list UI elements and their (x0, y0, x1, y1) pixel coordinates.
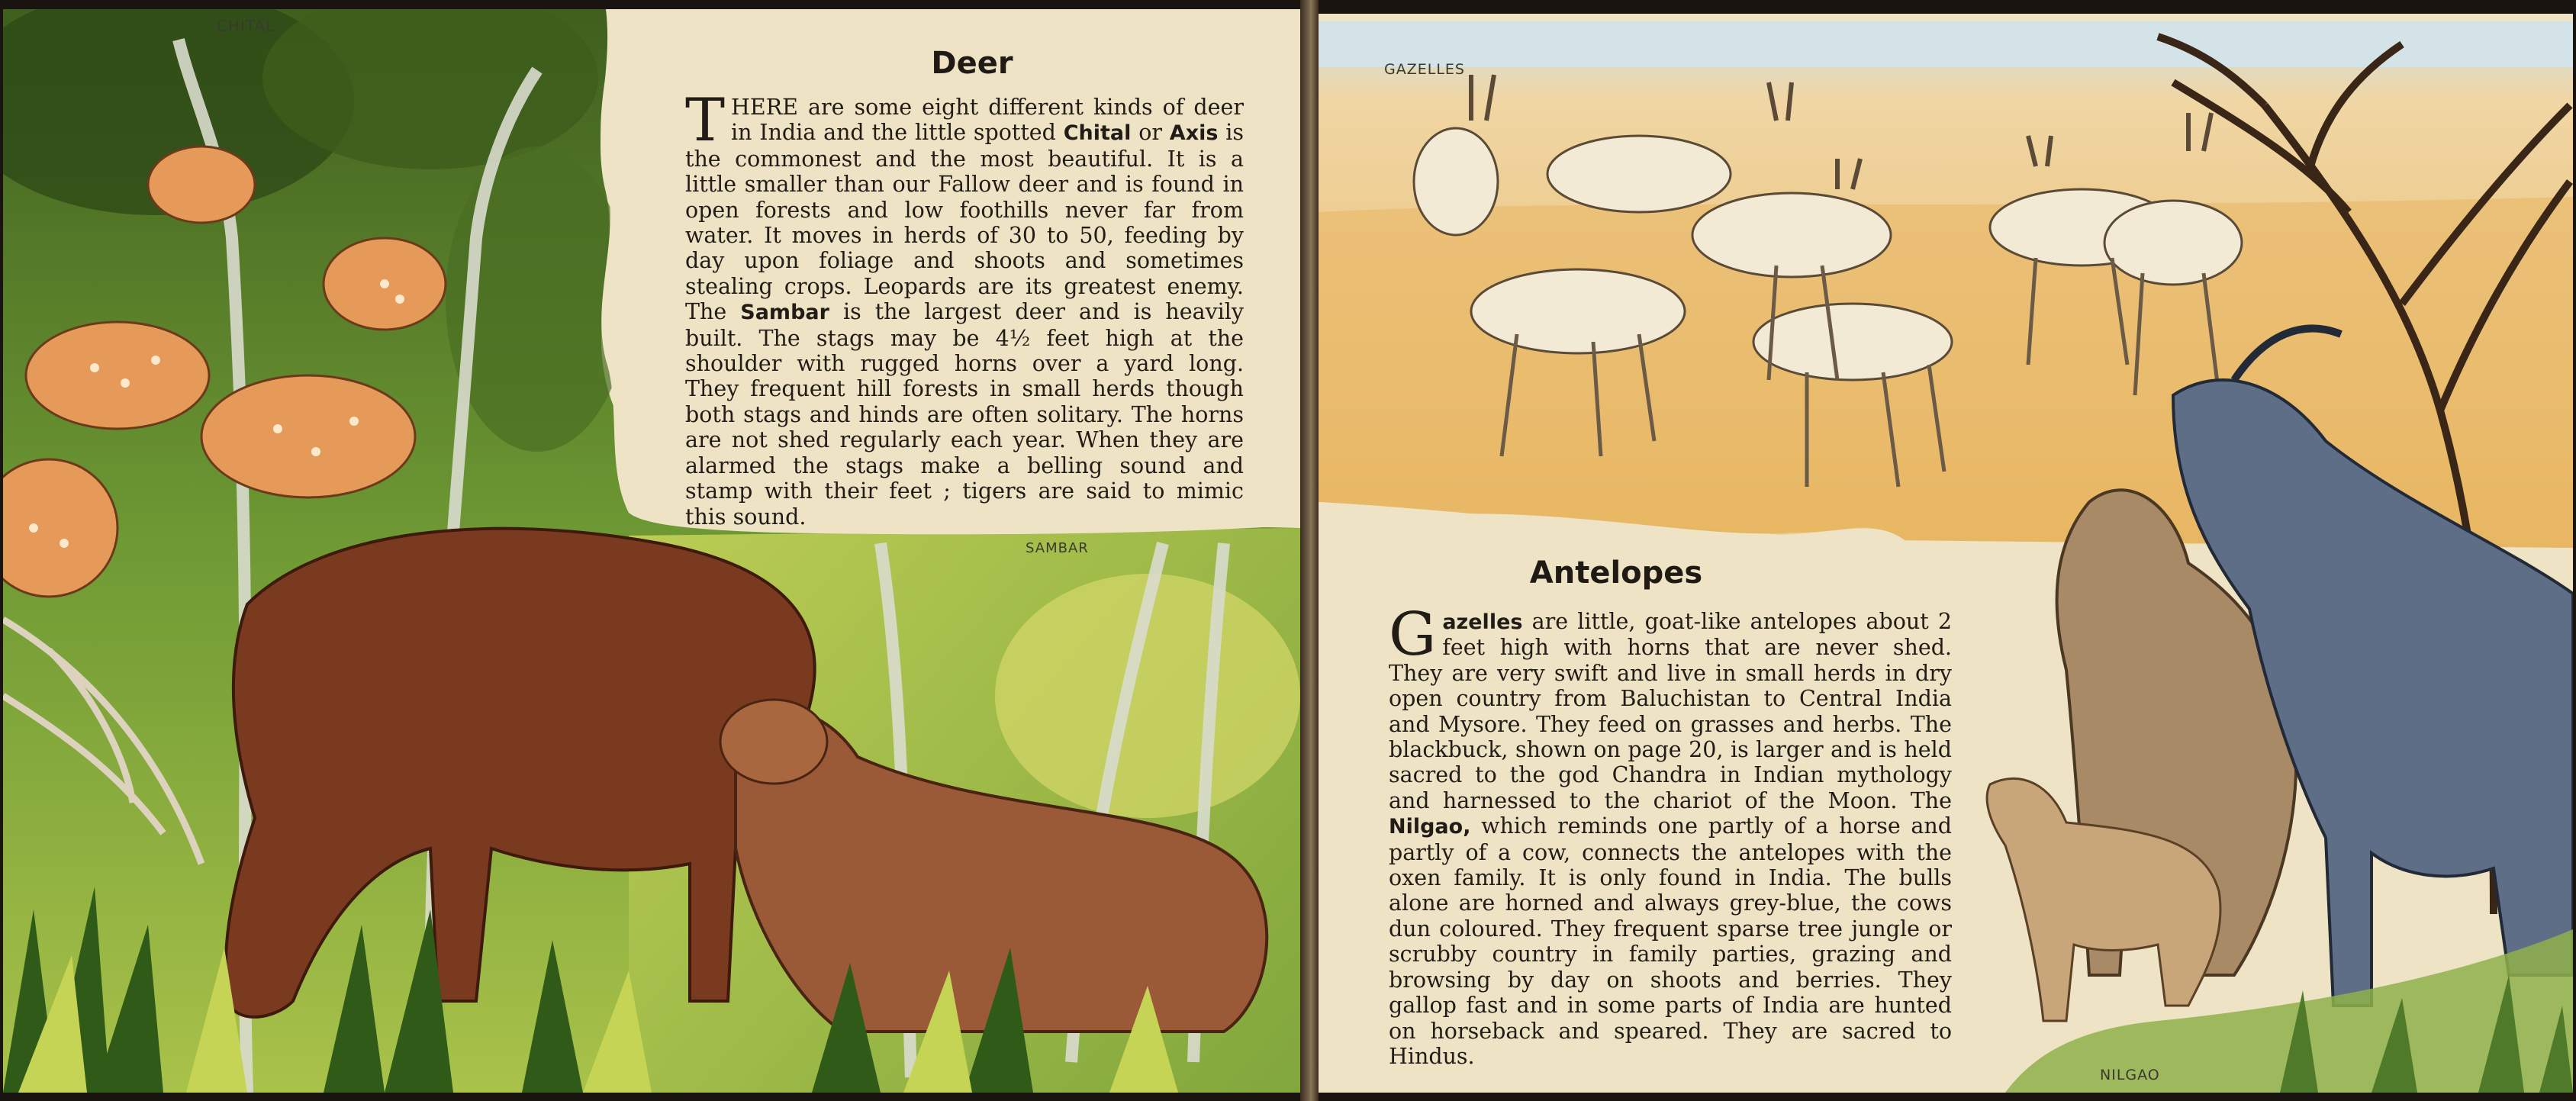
chital-caption: CHITAL (217, 17, 275, 35)
deer-paragraph (685, 86, 1245, 530)
nilgao-caption: NILGAO (2100, 1067, 2160, 1083)
antelopes-dropcap: G (1389, 600, 1437, 669)
text-run: which reminds one partly of a horse and partly of a cow, connects the antelopes with the oxen family. It is only found in India. The bulls alone are horned and always grey-blue, the cows dun coloured. They frequent sparse tree jungle or scrubby country in family parties, grazing and browsing by day on shoots and berries. They gallop fast and in some parts of India are hunted on horseback and speared. They are sacred to Hindus. (1389, 813, 1952, 1069)
antelopes-heading: Antelopes (1529, 555, 1703, 591)
deer-dropcap: T (685, 86, 726, 155)
antelopes-paragraph (1389, 600, 1952, 1069)
text-run: is the commonest and the most beautiful. It is a little smaller than our Fallow deer and is found in open forests and low foothills never far from water. It moves in herds of 30 to 50, feeding by day upon foliage and shoots and sometimes stealing crops. Leopards are its greatest enemy. The (685, 120, 1244, 325)
right-page (1319, 14, 2573, 1093)
sambar-caption: SAMBAR (1026, 540, 1089, 556)
text-run: are little, goat-like antelopes about 2 feet high with horns that are never shed. They are very swift and live in small herds in dry open country from Baluchistan to Central India and Mysore. They feed on grasses and herbs. The blackbuck, shown on page 20, is larger and is held sacred to the god Chandra in Indian mythology and harnessed to the chariot of the Moon. The (1389, 609, 1952, 813)
term-sambar: Sambar (740, 301, 829, 325)
gazelles-caption: GAZELLES (1384, 61, 1465, 78)
term-gazelles: azelles (1442, 610, 1523, 634)
text-run: or (1131, 120, 1170, 146)
term-axis: Axis (1169, 121, 1219, 146)
book-gutter (1300, 0, 1319, 1101)
text-run: is the largest deer and is heavily built. The stags may be 4½ feet high at the shoulder with rugged horns over a yard long. They frequent hill forests in small herds though both stags and hinds are often solitary. The horns are not shed regularly each year. When they are alarmed the stags make a belling sound and stamp with their feet ; tigers are said to mimic this sound. (685, 299, 1245, 530)
deer-heading: Deer (931, 46, 1013, 81)
text-run: HERE are some eight different kinds of deer in India and the little spotted (731, 95, 1244, 146)
term-chital: Chital (1063, 121, 1132, 146)
left-page (3, 9, 1300, 1093)
term-nilgao: Nilgao, (1389, 815, 1471, 839)
